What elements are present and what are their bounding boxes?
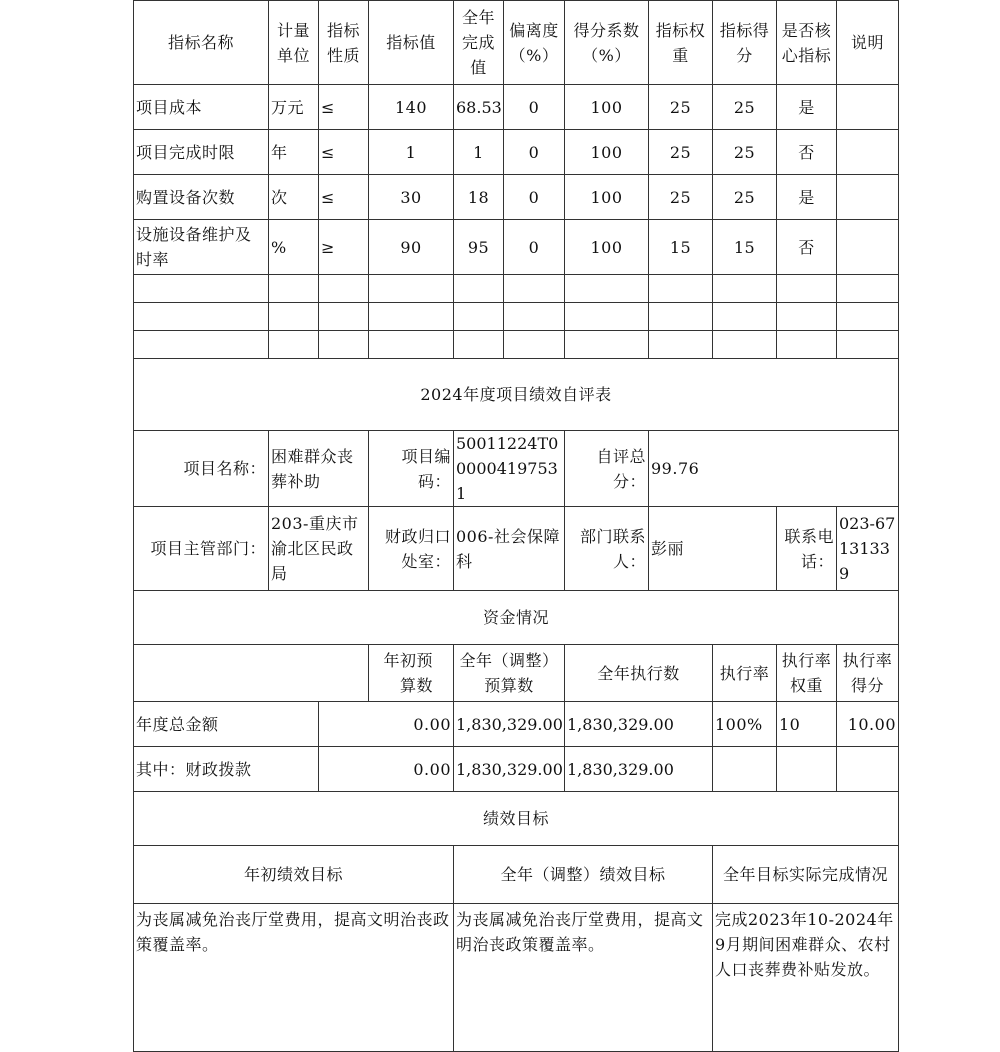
indicator-coefficient: 100 [565, 220, 649, 275]
funds-initial: 0.00 [319, 702, 454, 747]
goals-content-row [134, 904, 899, 1052]
header-remarks: 说明 [837, 1, 899, 85]
project-code-label: 项目编码： [369, 431, 454, 507]
header-weight: 指标权重 [649, 1, 713, 85]
funds-executed: 1,830,329.00 [565, 747, 713, 792]
indicator-nature: ≤ [319, 175, 369, 220]
indicator-score: 25 [713, 175, 777, 220]
indicator-header-row [134, 1, 899, 85]
funds-rate: 100% [713, 702, 777, 747]
funds-header-row [134, 645, 899, 702]
header-core-indicator: 是否核心指标 [777, 1, 837, 85]
indicator-remarks [837, 85, 899, 130]
indicator-deviation: 0 [504, 175, 565, 220]
funds-header-initial: 年初预算数 [369, 645, 454, 702]
funds-adjusted: 1,830,329.00 [454, 702, 565, 747]
indicator-score: 25 [713, 85, 777, 130]
funds-header-rate-weight: 执行率权重 [777, 645, 837, 702]
phone-label: 联系电话： [777, 507, 837, 591]
funds-section-row [134, 591, 899, 645]
project-name-label: 项目名称： [134, 431, 269, 507]
project-name: 困难群众丧葬补助 [269, 431, 369, 507]
indicator-unit: % [269, 220, 319, 275]
funds-rate-weight: 10 [777, 702, 837, 747]
indicator-name: 项目完成时限 [134, 130, 269, 175]
indicator-name: 设施设备维护及时率 [134, 220, 269, 275]
goals-section-title: 绩效目标 [134, 792, 899, 846]
empty-row [134, 331, 899, 359]
header-actual-value: 全年完成值 [454, 1, 504, 85]
header-target-value: 指标值 [369, 1, 454, 85]
goals-initial: 为丧属减免治丧厅堂费用，提高文明治丧政策覆盖率。 [134, 904, 454, 1052]
funds-header-adjusted: 全年（调整）预算数 [454, 645, 565, 702]
contact-label: 部门联系人： [565, 507, 649, 591]
funds-header-rate-score: 执行率得分 [837, 645, 899, 702]
indicator-unit: 年 [269, 130, 319, 175]
indicator-nature: ≤ [319, 130, 369, 175]
project-info-row [134, 431, 899, 507]
funds-row-label: 其中：财政拨款 [134, 747, 319, 792]
funds-header-blank [134, 645, 369, 702]
header-unit: 计量单位 [269, 1, 319, 85]
indicator-score: 25 [713, 130, 777, 175]
indicator-weight: 15 [649, 220, 713, 275]
contact-person: 彭丽 [649, 507, 777, 591]
funds-rate-score [837, 747, 899, 792]
indicator-remarks [837, 175, 899, 220]
indicator-actual: 1 [454, 130, 504, 175]
indicator-nature: ≥ [319, 220, 369, 275]
indicator-core: 是 [777, 85, 837, 130]
empty-row [134, 275, 899, 303]
funds-rate [713, 747, 777, 792]
self-score-label: 自评总分： [565, 431, 649, 507]
table-row [134, 747, 899, 792]
finance-office: 006-社会保障科 [454, 507, 565, 591]
indicator-deviation: 0 [504, 85, 565, 130]
page-title: 2024年度项目绩效自评表 [134, 359, 899, 431]
indicator-remarks [837, 130, 899, 175]
title-row [134, 359, 899, 431]
header-score: 指标得分 [713, 1, 777, 85]
goals-adjusted: 为丧属减免治丧厅堂费用，提高文明治丧政策覆盖率。 [454, 904, 713, 1052]
indicator-coefficient: 100 [565, 85, 649, 130]
header-deviation: 偏离度（%） [504, 1, 565, 85]
funds-adjusted: 1,830,329.00 [454, 747, 565, 792]
funds-header-rate: 执行率 [713, 645, 777, 702]
project-code: 50011224T000004197531 [454, 431, 565, 507]
indicator-actual: 68.53 [454, 85, 504, 130]
header-score-coefficient: 得分系数（%） [565, 1, 649, 85]
header-nature: 指标性质 [319, 1, 369, 85]
evaluation-sheet [133, 0, 898, 1052]
funds-initial: 0.00 [319, 747, 454, 792]
indicator-score: 15 [713, 220, 777, 275]
goals-header-initial: 年初绩效目标 [134, 846, 454, 904]
goals-header-row [134, 846, 899, 904]
dept-label: 项目主管部门： [134, 507, 269, 591]
funds-section-title: 资金情况 [134, 591, 899, 645]
table-row [134, 85, 899, 130]
funds-rate-score: 10.00 [837, 702, 899, 747]
table-row [134, 130, 899, 175]
indicator-core: 否 [777, 130, 837, 175]
funds-row-label: 年度总金额 [134, 702, 319, 747]
goals-header-adjusted: 全年（调整）绩效目标 [454, 846, 713, 904]
goals-actual: 完成2023年10-2024年9月期间困难群众、农村人口丧葬费补贴发放。 [713, 904, 899, 1052]
indicator-weight: 25 [649, 175, 713, 220]
indicator-weight: 25 [649, 85, 713, 130]
indicator-name: 项目成本 [134, 85, 269, 130]
indicator-remarks [837, 220, 899, 275]
table-row [134, 220, 899, 275]
indicator-unit: 次 [269, 175, 319, 220]
indicator-nature: ≤ [319, 85, 369, 130]
indicator-core: 否 [777, 220, 837, 275]
phone: 023-67131339 [837, 507, 899, 591]
header-indicator-name: 指标名称 [134, 1, 269, 85]
funds-rate-weight [777, 747, 837, 792]
indicator-deviation: 0 [504, 220, 565, 275]
indicator-unit: 万元 [269, 85, 319, 130]
indicator-coefficient: 100 [565, 130, 649, 175]
table-row [134, 702, 899, 747]
indicator-coefficient: 100 [565, 175, 649, 220]
empty-row [134, 303, 899, 331]
indicator-deviation: 0 [504, 130, 565, 175]
indicator-actual: 18 [454, 175, 504, 220]
goals-section-row [134, 792, 899, 846]
indicator-name: 购置设备次数 [134, 175, 269, 220]
indicator-weight: 25 [649, 130, 713, 175]
performance-table [133, 0, 899, 1052]
funds-header-executed: 全年执行数 [565, 645, 713, 702]
indicator-target: 1 [369, 130, 454, 175]
self-score: 99.76 [649, 431, 899, 507]
finance-label: 财政归口处室： [369, 507, 454, 591]
department-row [134, 507, 899, 591]
table-row [134, 175, 899, 220]
goals-header-actual: 全年目标实际完成情况 [713, 846, 899, 904]
indicator-target: 90 [369, 220, 454, 275]
indicator-target: 30 [369, 175, 454, 220]
indicator-actual: 95 [454, 220, 504, 275]
indicator-core: 是 [777, 175, 837, 220]
indicator-target: 140 [369, 85, 454, 130]
funds-executed: 1,830,329.00 [565, 702, 713, 747]
dept: 203-重庆市渝北区民政局 [269, 507, 369, 591]
